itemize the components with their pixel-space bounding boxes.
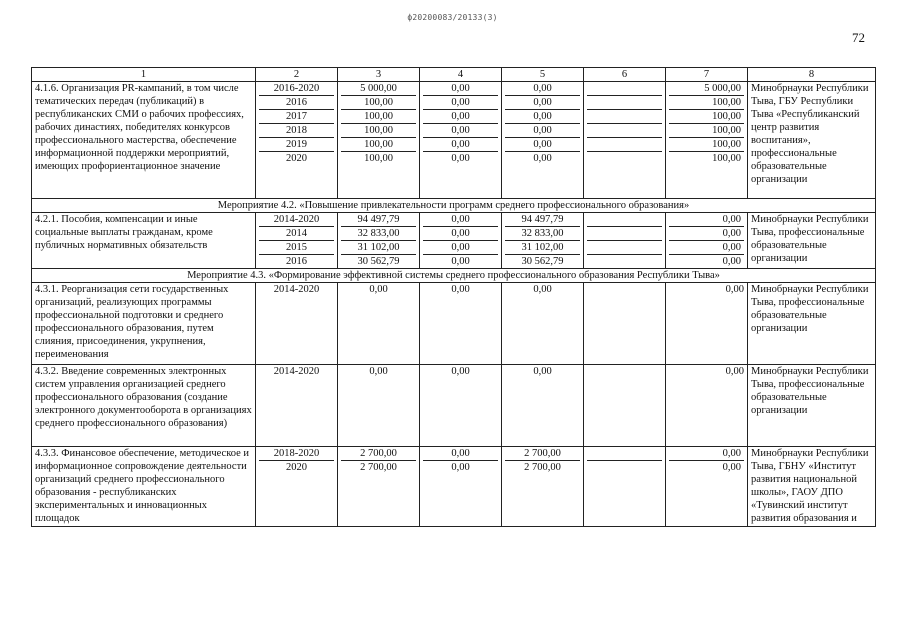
amount-value bbox=[587, 110, 662, 124]
amount-value: 0,00 bbox=[338, 283, 420, 365]
amount-value: 5 000,00 bbox=[341, 82, 416, 96]
federal-cell bbox=[420, 447, 502, 527]
amount-value: 94 497,79 bbox=[341, 213, 416, 227]
amount-value: 0,00 bbox=[423, 447, 498, 461]
year-value: 2014-2020 bbox=[259, 213, 334, 227]
executor-cell: Минобрнауки Республики Тыва, ГБУ Республики Тыва «Республиканский центр развития воспитания», профессиональные образовательные организации bbox=[748, 82, 876, 199]
amount-value: 0,00 bbox=[722, 462, 741, 473]
municipal-cell bbox=[584, 213, 666, 269]
amount-value: 0,00 bbox=[505, 138, 580, 152]
year-value: 2015 bbox=[259, 241, 334, 255]
amount-value bbox=[587, 138, 662, 152]
measure-heading-row bbox=[32, 199, 876, 213]
amount-value: 2 700,00 bbox=[360, 462, 397, 473]
amount-value bbox=[587, 96, 662, 110]
regional-cell bbox=[502, 213, 584, 269]
amount-value: 100,00 bbox=[341, 110, 416, 124]
amount-value: 0,00 bbox=[669, 227, 744, 241]
years-cell bbox=[256, 82, 338, 199]
amount-value: 100,00 bbox=[712, 153, 741, 164]
year-value: 2018-2020 bbox=[259, 447, 334, 461]
amount-value: 2 700,00 bbox=[505, 447, 580, 461]
total-cell bbox=[338, 447, 420, 527]
year-value: 2014 bbox=[259, 227, 334, 241]
amount-value: 0,00 bbox=[722, 256, 741, 267]
amount-value: 30 562,79 bbox=[521, 256, 564, 267]
amount-value: 100,00 bbox=[669, 110, 744, 124]
table-row bbox=[32, 283, 876, 365]
table-row bbox=[32, 365, 876, 447]
total-cell bbox=[338, 82, 420, 199]
amount-value: 100,00 bbox=[341, 96, 416, 110]
item-description: 4.3.1. Реорганизация сети государственных организаций, реализующих программы профессиональной подготовки и среднего профессионального образования, путем слияния, присоединения, укрупнения, переименования bbox=[32, 283, 256, 365]
amount-value: 100,00 bbox=[669, 124, 744, 138]
amount-value: 0,00 bbox=[669, 213, 744, 227]
col-header-2: 2 bbox=[256, 68, 338, 82]
amount-value: 0,00 bbox=[423, 138, 498, 152]
amount-value: 0,00 bbox=[533, 153, 552, 164]
measure-heading-row bbox=[32, 269, 876, 283]
extrabudget-cell bbox=[666, 447, 748, 527]
amount-value: 32 833,00 bbox=[505, 227, 580, 241]
amount-value: 100,00 bbox=[364, 153, 393, 164]
amount-value: 0,00 bbox=[420, 365, 502, 447]
amount-value: 0,00 bbox=[666, 365, 748, 447]
years-cell bbox=[256, 213, 338, 269]
amount-value: 0,00 bbox=[502, 283, 584, 365]
amount-value: 32 833,00 bbox=[341, 227, 416, 241]
page-number: 72 bbox=[852, 30, 865, 45]
extrabudget-cell bbox=[666, 213, 748, 269]
amount-value bbox=[587, 447, 662, 461]
year-value: 2017 bbox=[259, 110, 334, 124]
document-stamp: ф20200083/20133(3) bbox=[407, 13, 498, 22]
amount-value: 5 000,00 bbox=[669, 82, 744, 96]
amount-value: 0,00 bbox=[420, 283, 502, 365]
table-row bbox=[32, 82, 876, 199]
table-row bbox=[32, 447, 876, 527]
amount-value bbox=[587, 152, 662, 165]
amount-value bbox=[587, 124, 662, 138]
amount-value: 0,00 bbox=[423, 213, 498, 227]
measure-heading: Мероприятие 4.3. «Формирование эффективной системы среднего профессионального образования Республики Тыва» bbox=[32, 269, 876, 283]
item-description: 4.1.6. Организация PR-кампаний, в том числе тематических передач (публикаций) в республиканских СМИ о рабочих профессиях, рабочих династиях, победителях конкурсов профессионального мастерства, обеспечение информационной поддержки мероприятий, имеющих профориентационное значение bbox=[32, 82, 256, 199]
amount-value: 31 102,00 bbox=[341, 241, 416, 255]
amount-value: 2 700,00 bbox=[341, 447, 416, 461]
regional-cell bbox=[502, 82, 584, 199]
col-header-8: 8 bbox=[748, 68, 876, 82]
amount-value: 0,00 bbox=[451, 462, 470, 473]
year-value: 2018 bbox=[259, 124, 334, 138]
amount-value: 100,00 bbox=[341, 138, 416, 152]
amount-value: 0,00 bbox=[505, 82, 580, 96]
amount-value: 0,00 bbox=[423, 227, 498, 241]
amount-value: 0,00 bbox=[451, 153, 470, 164]
executor-cell: Минобрнауки Республики Тыва, профессиональные образовательные организации bbox=[748, 365, 876, 447]
col-header-5: 5 bbox=[502, 68, 584, 82]
item-description: 4.2.1. Пособия, компенсации и иные социальные выплаты гражданам, кроме публичных нормативных обязательств bbox=[32, 213, 256, 269]
amount-value: 0,00 bbox=[423, 241, 498, 255]
year-value: 2016-2020 bbox=[259, 82, 334, 96]
amount-value: 0,00 bbox=[666, 283, 748, 365]
col-header-1: 1 bbox=[32, 68, 256, 82]
measure-heading: Мероприятие 4.2. «Повышение привлекательности программ среднего профессионального образования» bbox=[32, 199, 876, 213]
amount-value: 0,00 bbox=[451, 256, 470, 267]
col-header-4: 4 bbox=[420, 68, 502, 82]
amount-value: 2 700,00 bbox=[524, 462, 561, 473]
column-number-row bbox=[32, 68, 876, 82]
amount-value: 0,00 bbox=[502, 365, 584, 447]
year-value: 2016 bbox=[286, 256, 307, 267]
amount-value: 100,00 bbox=[669, 96, 744, 110]
item-description: 4.3.3. Финансовое обеспечение, методическое и информационное сопровождение деятельности организаций среднего профессионального образования - республиканских экспериментальных и инновационных площадок bbox=[32, 447, 256, 527]
year-value: 2014-2020 bbox=[256, 283, 338, 365]
amount-value: 94 497,79 bbox=[505, 213, 580, 227]
amount-value bbox=[587, 213, 662, 227]
amount-value bbox=[587, 255, 662, 268]
col-header-3: 3 bbox=[338, 68, 420, 82]
amount-value: 100,00 bbox=[669, 138, 744, 152]
executor-cell: Минобрнауки Республики Тыва, ГБНУ «Институт развития национальной школы», ГАОУ ДПО «Тувинский институт развития образования и bbox=[748, 447, 876, 527]
amount-value: 0,00 bbox=[669, 447, 744, 461]
amount-value: 0,00 bbox=[423, 82, 498, 96]
federal-cell bbox=[420, 213, 502, 269]
year-value: 2019 bbox=[259, 138, 334, 152]
amount-value bbox=[587, 241, 662, 255]
year-value: 2020 bbox=[286, 153, 307, 164]
amount-value: 0,00 bbox=[423, 96, 498, 110]
amount-value bbox=[587, 82, 662, 96]
executor-cell: Минобрнауки Республики Тыва, профессиональные образовательные организации bbox=[748, 283, 876, 365]
amount-value bbox=[587, 461, 662, 474]
amount-value: 30 562,79 bbox=[357, 256, 400, 267]
amount-value: 31 102,00 bbox=[505, 241, 580, 255]
amount-value: 100,00 bbox=[341, 124, 416, 138]
federal-cell bbox=[420, 82, 502, 199]
year-value: 2020 bbox=[286, 462, 307, 473]
extrabudget-cell bbox=[666, 82, 748, 199]
amount-value: 0,00 bbox=[423, 124, 498, 138]
amount-value: 0,00 bbox=[423, 110, 498, 124]
amount-value bbox=[587, 227, 662, 241]
amount-value: 0,00 bbox=[505, 110, 580, 124]
col-header-6: 6 bbox=[584, 68, 666, 82]
amount-value bbox=[584, 283, 666, 365]
amount-value: 0,00 bbox=[505, 96, 580, 110]
amount-value bbox=[584, 365, 666, 447]
amount-value: 0,00 bbox=[669, 241, 744, 255]
program-table bbox=[31, 67, 876, 527]
year-value: 2014-2020 bbox=[256, 365, 338, 447]
municipal-cell bbox=[584, 447, 666, 527]
item-description: 4.3.2. Введение современных электронных систем управления организацией среднего профессионального образования (создание электронного документооборота в организациях среднего профессионального образования) bbox=[32, 365, 256, 447]
year-value: 2016 bbox=[259, 96, 334, 110]
municipal-cell bbox=[584, 82, 666, 199]
amount-value: 0,00 bbox=[338, 365, 420, 447]
years-cell bbox=[256, 447, 338, 527]
regional-cell bbox=[502, 447, 584, 527]
amount-value: 0,00 bbox=[505, 124, 580, 138]
table-row bbox=[32, 213, 876, 269]
executor-cell: Минобрнауки Республики Тыва, профессиональные образовательные организации bbox=[748, 213, 876, 269]
col-header-7: 7 bbox=[666, 68, 748, 82]
total-cell bbox=[338, 213, 420, 269]
